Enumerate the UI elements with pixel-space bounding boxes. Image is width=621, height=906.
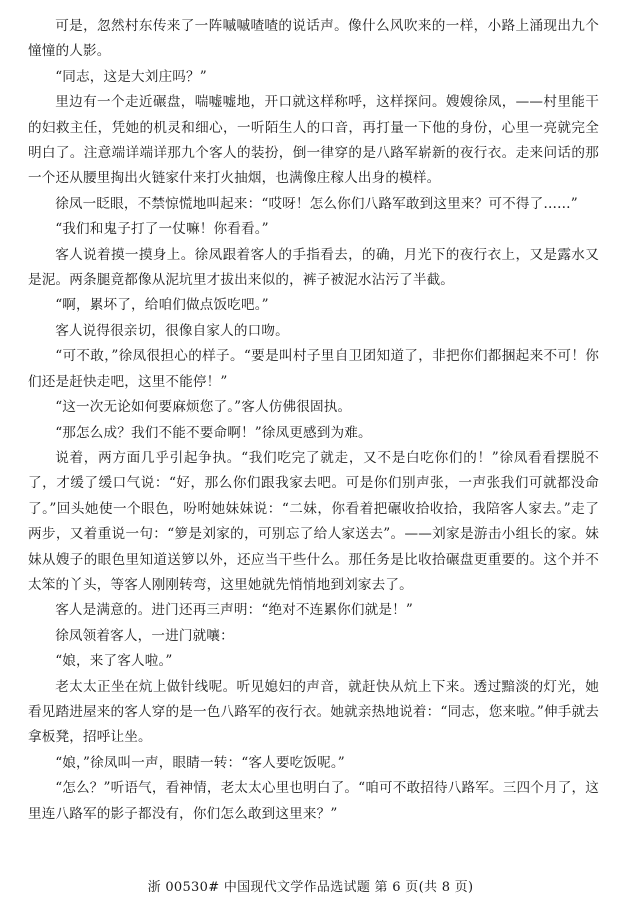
- paragraph: “那怎么成？我们不能不要命啊！”徐凤更感到为难。: [55, 424, 372, 441]
- paragraph: “这一次无论如何要麻烦您了。”客人仿佛很固执。: [55, 399, 352, 416]
- paragraph: “怎么？”听语气，看神情，老太太心里也明白了。“咱可不敢招待八路军。三四个月了，这里连八路军的影子都没有，你们怎么敢到这里来？”: [28, 780, 599, 822]
- paragraph: “同志，这是大刘庄吗？”: [55, 68, 207, 85]
- paragraph: 老太太正坐在炕上做针线呢。听见媳妇的声音，就赶快从炕上下来。透过黯淡的灯光，她看见踏进屋来的客人穿的是一色八路军的夜行衣。她就亲热地说着：“同志，您来啦。”伸手就去拿板凳，招呼让坐。: [28, 678, 599, 746]
- paragraph: 客人说得很亲切，很像自家人的口吻。: [55, 322, 289, 339]
- paragraph: “可不敢，”徐凤很担心的样子。“要是叫村子里自卫团知道了，非把你们都捆起来不可！你们还是赶快走吧，这里不能停！”: [28, 348, 599, 390]
- paragraph: 徐凤一眨眼，不禁惊慌地叫起来：“哎呀！怎么你们八路军敢到这里来？可不得了……”: [55, 195, 578, 212]
- paragraph: 里边有一个走近碾盘，喘嘘嘘地，开口就这样称呼，这样探问。嫂嫂徐凤，——村里能干的妇救主任，凭她的机灵和细心，一听陌生人的口音，再打量一下他的身份，心里一亮就完全明白了。注意端详端详那九个客人的装扮，倒一律穿的是八路军崭新的夜行衣。走来问话的那一个还从腰里掏出火链家什来打火抽烟，也满像庄稼人出身的模样。: [28, 94, 599, 187]
- paragraph: 徐凤领着客人，一进门就嚷：: [55, 627, 234, 644]
- paragraph: 客人说着摸一摸身上。徐凤跟着客人的手指看去，的确，月光下的夜行衣上，又是露水又是泥。两条腿竟都像从泥坑里才拔出来似的，裤子被泥水沾污了半截。: [28, 246, 599, 289]
- page-footer: 浙 00530# 中国现代文学作品选试题 第 6 页(共 8 页): [147, 880, 474, 895]
- paragraph: “啊，累坏了，给咱们做点饭吃吧。”: [55, 297, 269, 314]
- paragraph: “娘，”徐凤叫一声，眼睛一转：“客人要吃饭呢。”: [55, 754, 345, 771]
- paragraph: 可是，忽然村东传来了一阵嘁嘁喳喳的说话声。像什么风吹来的一样，小路上涌现出九个憧憧的人影。: [28, 18, 599, 60]
- paragraph: “娘，来了客人啦。”: [55, 653, 173, 670]
- story-text: [28, 14, 599, 827]
- paragraph: 客人是满意的。进门还再三声明：“绝对不连累你们就是！”: [55, 602, 413, 619]
- paragraph: “我们和鬼子打了一仗嘛！你看看。”: [55, 221, 269, 238]
- paragraph: 说着，两方面几乎引起争执。“我们吃完了就走，又不是白吃你们的！”徐凤看看摆脱不了，才缓了缓口气说：“好，那么你们跟我家去吧。可是你们别声张，一声张我们可就都没命了。”回头她使一个眼色，吩咐她妹妹说：“二妹，你看着把碾收拾收拾，我陪客人家去。”走了两步，又着重说一句：“箩是刘家的，可别忘了给人家送去”。——刘家是游击小组长的家。妹妹从嫂子的眼色里知道送箩以外，还应当干些什么。那任务是比收拾碾盘更重要的。这个并不太笨的丫头，等客人刚刚转弯，这里她就先悄悄地到刘家去了。: [28, 449, 599, 593]
